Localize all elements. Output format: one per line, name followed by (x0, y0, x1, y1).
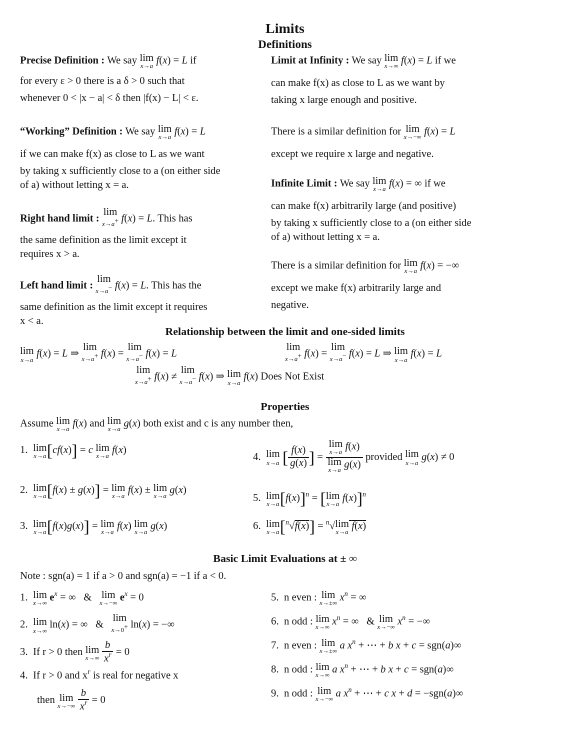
working-definition: “Working” Definition : We say lim x→a f(x) = L if we can make f(x) as close to L as we want by taking x sufficiently close to a (on either side of a) without letting x = a. (20, 124, 221, 191)
definitions-heading: Definitions (258, 39, 312, 51)
right-hand-limit: Right hand limit : lim x→a+ f(x) = L. This has the same definition as the limit except it requires x > a. (20, 207, 193, 260)
property-1: 1. lim x→a [cf(x)] = c lim x→a f(x) (20, 441, 127, 460)
property-3: 3. lim x→a [f(x)g(x)] = lim x→a f(x) lim x→a g(x) (20, 517, 168, 536)
infinite-limit: Infinite Limit : We say lim x→a f(x) = ∞ if we can make f(x) arbitrarily large (and positive) by taking x sufficiently close to a (on either side of a) without letting x = a. (271, 176, 472, 243)
property-2: 2. lim x→a [f(x) ± g(x)] = lim x→a f(x) ± lim x→a g(x) (20, 481, 187, 500)
relationship-formula-3: lim x→a+ f(x) ≠ lim x→a− f(x) ⇒ lim x→a f(x) Does Not Exist (135, 365, 325, 387)
basic-item-4: 4. If r > 0 and $x^r$ is real for negative x (20, 668, 179, 682)
sgn-note: Note : sgn(a) = 1 if a > 0 and sgn(a) = −1 if a < 0. (20, 571, 227, 582)
relationship-formula-2: lim x→a+ f(x) = lim x→a− f(x) = L ⇒ lim x→a f(x) = L (285, 342, 442, 364)
basic-item-8: 8. n odd : lim x→∞ a $x^n$ + ⋯ + b x + c = sgn(a)∞ (271, 662, 454, 680)
similar-definition-neg-infinity: There is a similar definition for lim x→−∞ f(x) = L except we require x large and negative. (271, 124, 456, 160)
basic-item-5: 5. n even : lim x→±∞ $x^n$ = ∞ (271, 590, 367, 608)
relationship-heading: Relationship between the limit and one-sided limits (165, 326, 405, 338)
basic-item-6: 6. n odd : lim x→∞ $x^n$ = ∞ & lim x→−∞ $x^n$ = −∞ (271, 614, 430, 632)
basic-item-1: 1. lim x→∞ $e^x$ = ∞ & lim x→−∞ $e^x = 0$ (20, 590, 144, 608)
left-hand-limit: Left hand limit : lim x→a− f(x) = L. This has the same definition as the limit except it requires x < a. (20, 274, 208, 327)
property-6: 6. lim x→a [$^n$√f(x)] = $^n$√lim x→a f(x) (253, 517, 367, 536)
property-5: 5. lim x→a $[f(x)]^n = [\lim$ x→a f(x)]$^n$ (253, 489, 366, 508)
basic-item-9: 9. n odd : lim x→−∞ a $x^n$ + ⋯ + c x + d = −sgn(a)∞ (271, 686, 464, 704)
basic-heading: Basic Limit Evaluations at ± ∞ (213, 553, 357, 565)
relationship-formula-1: lim x→a f(x) = L ⇒ lim x→a+ f(x) = lim x→a− f(x) = L (20, 342, 177, 364)
page-title: Limits (265, 22, 305, 37)
properties-assumption: Assume lim x→a f(x) and lim x→a g(x) both exist and c is any number then, (20, 416, 294, 434)
similar-definition-neg-infinite: There is a similar definition for lim x→a f(x) = −∞ except we make f(x) arbitrarily large and negative. (271, 258, 459, 312)
properties-heading: Properties (260, 401, 310, 413)
basic-item-4-cont: then lim x→−∞ $\frac{b}{x^r}$ = 0 (37, 688, 106, 713)
basic-item-2: 2. lim x→∞ ln(x) = ∞ & lim x→0+ ln(x) = −∞ (20, 613, 175, 635)
property-4: 4. lim x→a [ $\frac{f(x)}{g(x)}$ ] = lim x→a f(x) lim x→a g(x) provided lim x→a g(x) ≠ 0 (253, 439, 455, 475)
basic-item-3: 3. If r > 0 then lim x→∞ $\frac{b}{x^r}$ = 0 (20, 640, 130, 665)
precise-definition: Precise Definition : We say lim x→a f(x) = L if for every ε > 0 there is a δ > 0 such that whenever 0 < |x − a| < δ then |f(x) − L| < ε. (20, 53, 199, 105)
limit-at-infinity: Limit at Infinity : We say lim x→∞ f(x) = L if we can make f(x) as close to L as we want by taking x large enough and positive. (271, 53, 456, 107)
basic-item-7: 7. n even : lim x→±∞ a $x^n$ + ⋯ + b x + c = sgn(a)∞ (271, 638, 462, 656)
